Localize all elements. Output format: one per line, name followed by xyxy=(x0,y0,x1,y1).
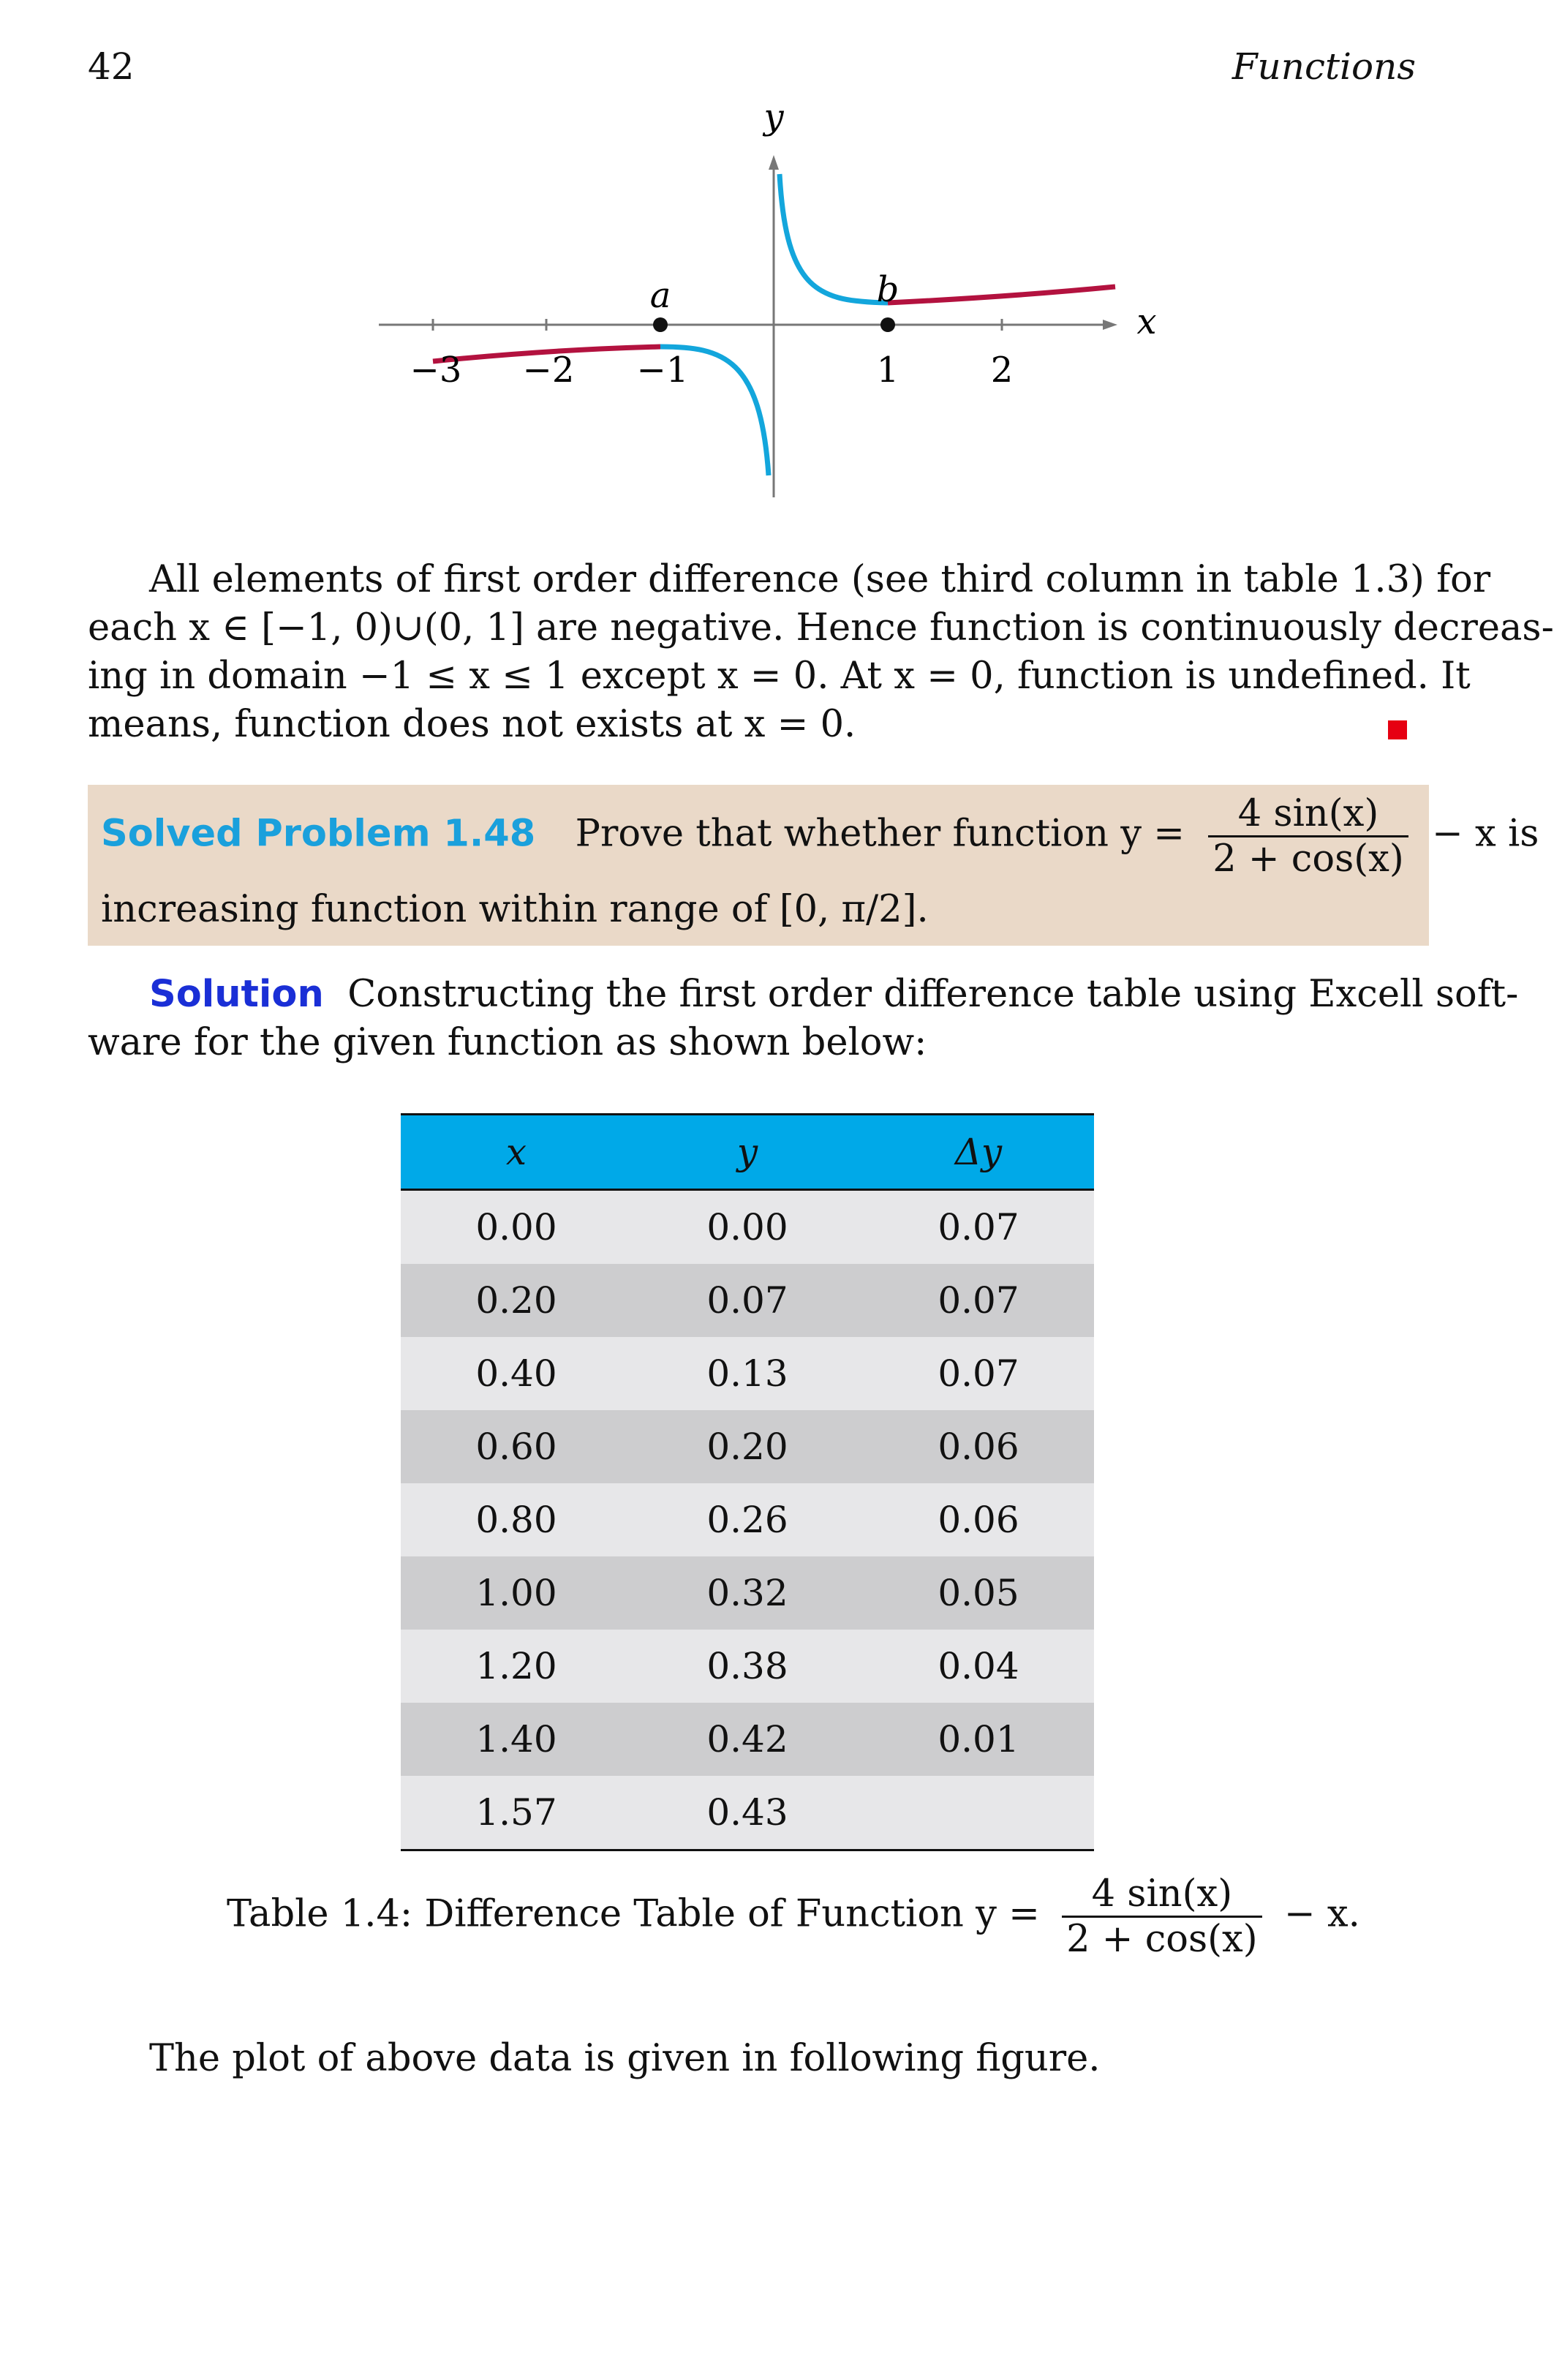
problem-title: Solved Problem 1.48 xyxy=(101,812,536,856)
fraction-numerator: 4 sin(x) xyxy=(1062,1872,1262,1918)
table-cell: 0.07 xyxy=(863,1190,1094,1265)
table-cell: 0.20 xyxy=(632,1410,863,1483)
running-head: Functions xyxy=(1231,45,1416,88)
table-cell: 0.00 xyxy=(401,1190,632,1265)
table-cell: 0.32 xyxy=(632,1556,863,1630)
column-header: y xyxy=(632,1115,863,1190)
solution-text: Constructing the first order difference table using Excell soft- xyxy=(347,973,1519,1016)
table-cell: 0.13 xyxy=(632,1337,863,1410)
paragraph-line: All elements of first order difference (see third column in table 1.3) for xyxy=(149,558,1491,601)
table-cell: 0.42 xyxy=(632,1703,863,1776)
problem-statement-line1 xyxy=(101,792,1539,881)
tick-label: −1 xyxy=(636,350,689,391)
problem-text: Prove that whether function y = xyxy=(575,812,1185,856)
caption-text: Table 1.4: Difference Table of Function y = xyxy=(227,1892,1040,1936)
table-cell: 1.20 xyxy=(401,1630,632,1703)
function-graph xyxy=(0,0,1498,527)
problem-text-after: − x is xyxy=(1432,812,1539,856)
fraction-denominator: 2 + cos(x) xyxy=(1066,1918,1258,1961)
table-row xyxy=(401,1556,1094,1630)
table-cell: 0.04 xyxy=(863,1630,1094,1703)
table-cell: 1.00 xyxy=(401,1556,632,1630)
table-row xyxy=(401,1337,1094,1410)
table-cell: 1.40 xyxy=(401,1703,632,1776)
table-cell: 0.38 xyxy=(632,1630,863,1703)
paragraph-line: ing in domain −1 ≤ x ≤ 1 except x = 0. At x = 0, function is undefined. It xyxy=(88,655,1471,698)
table-caption xyxy=(227,1872,1360,1961)
table-cell xyxy=(863,1776,1094,1850)
point-b-label: b xyxy=(876,269,899,310)
table-row xyxy=(401,1264,1094,1337)
tick-label: −2 xyxy=(522,350,575,391)
page-number: 42 xyxy=(88,45,135,88)
table-cell: 0.20 xyxy=(401,1264,632,1337)
table-row xyxy=(401,1776,1094,1850)
table-header-row xyxy=(401,1115,1094,1190)
caption-fraction xyxy=(1062,1872,1262,1961)
red-curve-right xyxy=(888,287,1115,303)
solution-paragraph xyxy=(88,971,1519,1067)
fraction-numerator: 4 sin(x) xyxy=(1208,792,1408,837)
problem-statement-line2: increasing function within range of [0, π/2]. xyxy=(101,888,929,931)
solution-line: ware for the given function as shown below: xyxy=(88,1021,927,1064)
column-header: Δy xyxy=(863,1115,1094,1190)
table-row xyxy=(401,1410,1094,1483)
tick-label: 2 xyxy=(990,350,1014,391)
table-cell: 0.26 xyxy=(632,1483,863,1556)
column-header: x xyxy=(401,1115,632,1190)
table-cell: 0.07 xyxy=(863,1337,1094,1410)
point-a-label: a xyxy=(649,275,671,316)
point-b xyxy=(880,317,895,332)
paragraph-line: means, function does not exists at x = 0. xyxy=(88,703,856,746)
table-cell: 0.00 xyxy=(632,1190,863,1265)
closing-sentence: The plot of above data is given in following figure. xyxy=(149,2037,1101,2080)
table-cell: 0.60 xyxy=(401,1410,632,1483)
difference-table xyxy=(401,1113,1094,1851)
solution-line xyxy=(88,971,1519,1019)
solution-title: Solution xyxy=(149,973,324,1016)
blue-curve-right xyxy=(780,174,888,303)
table-row xyxy=(401,1190,1094,1265)
y-axis-arrow xyxy=(769,155,779,170)
table-cell: 0.05 xyxy=(863,1556,1094,1630)
x-axis-label: x xyxy=(1136,301,1157,342)
table-cell: 1.57 xyxy=(401,1776,632,1850)
table-row xyxy=(401,1630,1094,1703)
table-cell: 0.40 xyxy=(401,1337,632,1410)
x-axis-arrow xyxy=(1103,320,1117,330)
point-a xyxy=(653,317,668,332)
table-cell: 0.01 xyxy=(863,1703,1094,1776)
paragraph-line: each x ∈ [−1, 0)∪(0, 1] are negative. Hence function is continuously decreas- xyxy=(88,606,1554,649)
fraction-denominator: 2 + cos(x) xyxy=(1212,837,1404,881)
table-cell: 0.80 xyxy=(401,1483,632,1556)
paragraph-decreasing xyxy=(88,556,1554,749)
table-row xyxy=(401,1703,1094,1776)
end-of-proof-square-icon xyxy=(1388,720,1407,739)
table-cell: 0.43 xyxy=(632,1776,863,1850)
caption-suffix: − x. xyxy=(1283,1892,1360,1936)
table-cell: 0.06 xyxy=(863,1410,1094,1483)
table-cell: 0.06 xyxy=(863,1483,1094,1556)
problem-fraction xyxy=(1208,792,1408,881)
table-cell: 0.07 xyxy=(863,1264,1094,1337)
tick-label: −3 xyxy=(410,350,462,391)
tick-label: 1 xyxy=(876,350,899,391)
y-axis-label: y xyxy=(763,97,784,138)
table-row xyxy=(401,1483,1094,1556)
table-cell: 0.07 xyxy=(632,1264,863,1337)
